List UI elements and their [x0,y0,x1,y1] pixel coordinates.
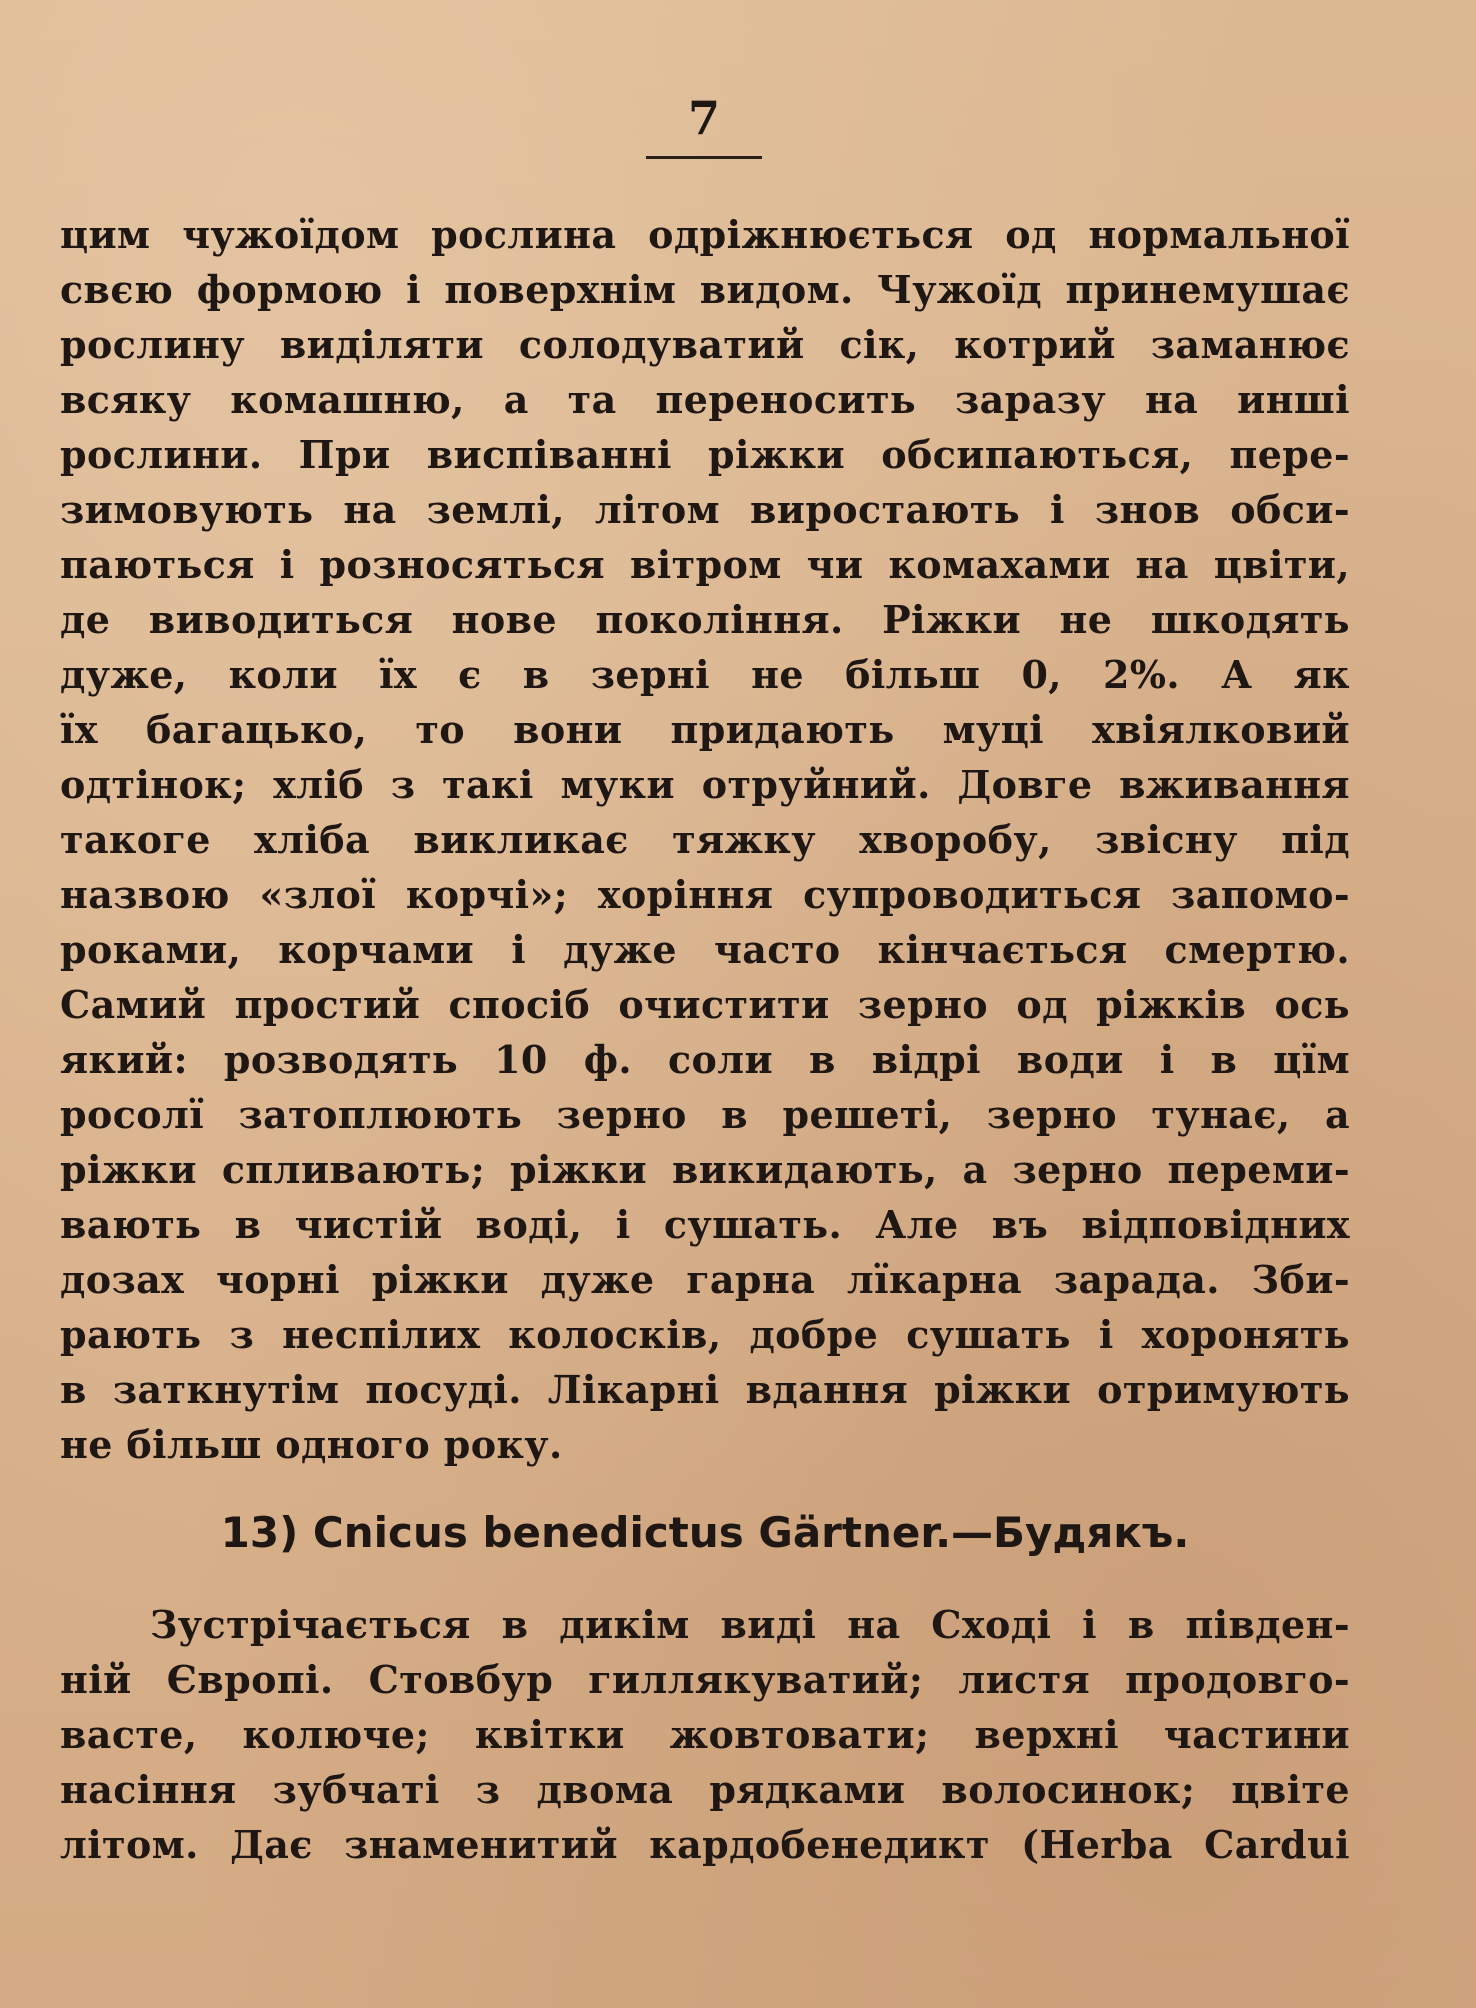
paragraph-cnicus [60,1597,1350,1872]
text-line: Зустрічається в дикім виді на Сході і в півден- [150,1602,1350,1647]
text-line: ріжки спливають; ріжки викидають, а зерно переми- [60,1147,1350,1192]
text-line: назвою «злої корчі»; хоріння супроводиться запомо- [60,872,1350,917]
text-line: дуже, коли їх є в зерні не більш 0, 2%. А як [60,652,1350,697]
text-line: не більш одного року. [60,1422,563,1467]
text-line: дозах чорні ріжки дуже гарна лїкарна зарада. Зби- [60,1257,1350,1302]
text-line: вають в чистій воді, і сушать. Але въ відповідних [60,1202,1350,1247]
text-line: ній Європі. Стовбур гиллякуватий; листя продовго- [60,1657,1350,1702]
text-line: Самий простий спосіб очистити зерно од ріжків ось [60,982,1350,1027]
text-line: зимовують на землі, літом виростають і знов обси- [60,487,1350,532]
text-line: паються і розносяться вітром чи комахами на цвіти, [60,542,1350,587]
page-number-rule [646,156,762,159]
text-line: рослини. При виспіванні ріжки обсипаються, пере- [60,432,1350,477]
text-line: роками, корчами і дуже часто кінчається смертю. [60,927,1350,972]
text-line: свєю формою і поверхнім видом. Чужоїд принемушає [60,267,1350,312]
text-line: такоге хліба викликає тяжку хворобу, звісну під [60,817,1350,862]
section-heading: 13) Cnicus benedictus Gärtner.—Будякъ. [220,1508,1190,1557]
text-line: цим чужоїдом рослина одріжнюється од нормальної [60,212,1350,257]
text-line: рослину виділяти солодуватий сік, котрий заманює [60,322,1350,367]
text-line: рають з неспілих колосків, добре сушать і хоронять [60,1312,1350,1357]
text-line: в заткнутім посуді. Лікарні вдання ріжки отримують [60,1367,1350,1412]
text-line: одтінок; хліб з такі муки отруйний. Довге вживання [60,762,1350,807]
text-line: всяку комашню, а та переносить заразу на инші [60,377,1350,422]
text-line: насіння зубчаті з двома рядками волосинок; цвіте [60,1767,1350,1812]
text-line: їх багацько, то вони придають муці хвіялковий [60,707,1350,752]
text-line: літом. Дає знаменитий кардобенедикт (Herba Cardui [60,1822,1350,1867]
text-line: васте, колюче; квітки жовтовати; верхні частини [60,1712,1350,1757]
text-line: росолї затоплюють зерно в решеті, зерно тунає, а [60,1092,1350,1137]
text-line: який: розводять 10 ф. соли в відрі води і в цїм [60,1037,1350,1082]
text-line: де виводиться нове покоління. Ріжки не шкодять [60,597,1350,642]
page-number: 7 [687,91,720,145]
paragraph-ergot [60,207,1350,1472]
